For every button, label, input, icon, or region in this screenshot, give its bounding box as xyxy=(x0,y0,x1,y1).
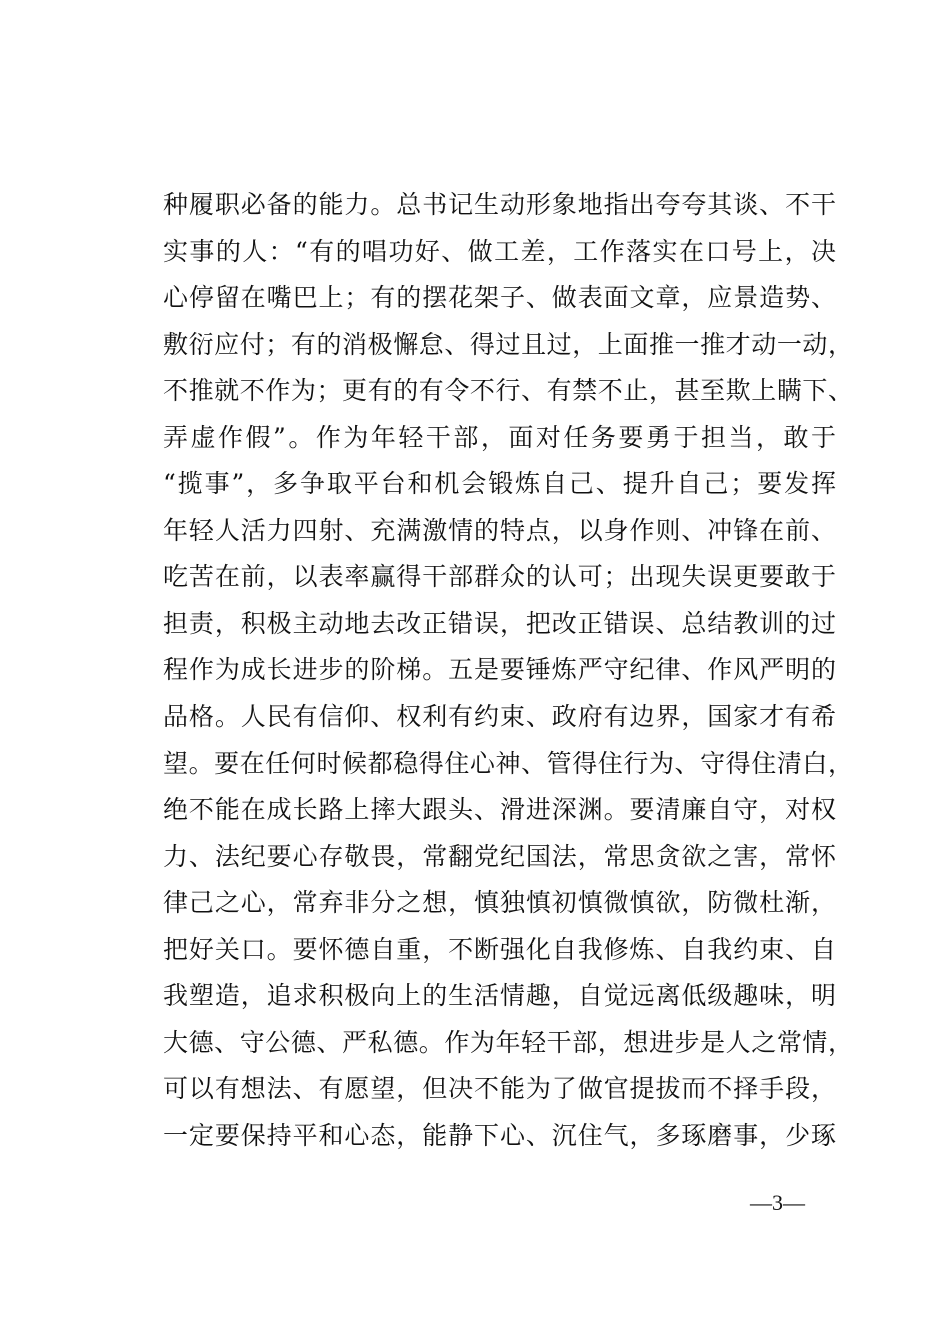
text-line: 担责，积极主动地去改正错误，把改正错误、总结教训的过 xyxy=(163,608,836,638)
text-line: 年轻人活力四射、充满激情的特点，以身作则、冲锋在前、 xyxy=(163,515,836,545)
text-line: 弄虚作假”。作为年轻干部，面对任务要勇于担当，敢于 xyxy=(163,422,836,452)
text-line: 绝不能在成长路上摔大跟头、滑进深渊。要清廉自守，对权 xyxy=(163,795,836,825)
text-line: 律己之心，常弃非分之想，慎独慎初慎微慎欲，防微杜渐， xyxy=(163,888,836,918)
text-line: 一定要保持平和心态，能静下心、沉住气，多琢磨事，少琢 xyxy=(163,1120,836,1150)
text-line: 种履职必备的能力。总书记生动形象地指出夸夸其谈、不干 xyxy=(163,190,836,219)
text-line: 实事的人：“有的唱功好、做工差，工作落实在口号上，决 xyxy=(163,236,836,266)
text-line: 心停留在嘴巴上；有的摆花架子、做表面文章，应景造势、 xyxy=(163,283,836,313)
page-number: —3— xyxy=(750,1190,805,1215)
text-line: 力、法纪要心存敬畏，常翻党纪国法，常思贪欲之害，常怀 xyxy=(163,841,836,871)
text-line: “揽事”，多争取平台和机会锻炼自己、提升自己；要发挥 xyxy=(163,469,836,499)
text-line: 品格。人民有信仰、权利有约束、政府有边界，国家才有希 xyxy=(163,702,836,732)
text-line: 把好关口。要怀德自重，不断强化自我修炼、自我约束、自 xyxy=(163,934,836,964)
text-line: 不推就不作为；更有的有令不行、有禁不止，甚至欺上瞒下、 xyxy=(163,376,853,406)
text-line: 敷衍应付；有的消极懈怠、得过且过，上面推一推才动一动， xyxy=(163,329,853,359)
text-line: 我塑造，追求积极向上的生活情趣，自觉远离低级趣味，明 xyxy=(163,981,836,1011)
text-line: 大德、守公德、严私德。作为年轻干部，想进步是人之常情， xyxy=(163,1027,853,1057)
text-line: 吃苦在前，以表率赢得干部群众的认可；出现失误更要敢于 xyxy=(163,562,836,592)
text-line: 可以有想法、有愿望，但决不能为了做官提拔而不择手段， xyxy=(163,1074,836,1104)
text-line: 望。要在任何时候都稳得住心神、管得住行为、守得住清白， xyxy=(163,748,853,778)
text-line: 程作为成长进步的阶梯。五是要锤炼严守纪律、作风严明的 xyxy=(163,655,836,685)
body-text xyxy=(163,182,853,1159)
